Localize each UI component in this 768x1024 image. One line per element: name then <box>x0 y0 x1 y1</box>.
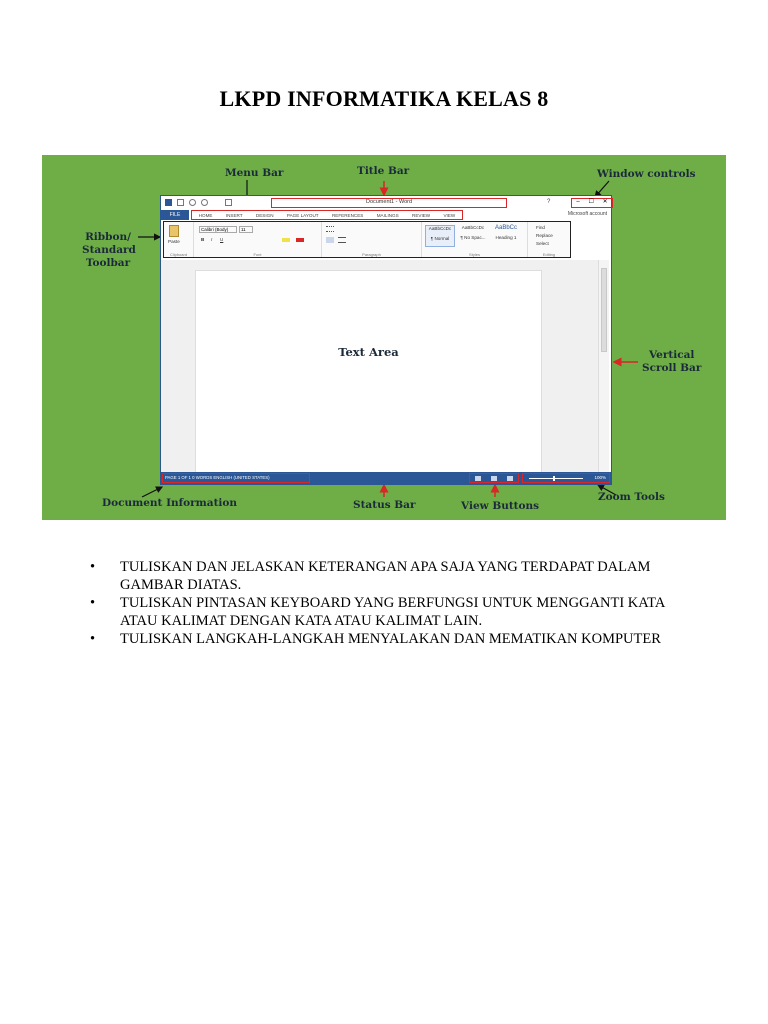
callout-title-bar: Title Bar <box>357 165 410 177</box>
callout-ribbon-line3: Toolbar <box>85 257 131 269</box>
callout-window-controls: Window controls <box>597 168 696 180</box>
zoom-slider[interactable] <box>529 478 583 479</box>
bullet-icon: • <box>90 559 96 575</box>
font-group <box>194 222 322 257</box>
style-heading-1[interactable] <box>491 225 521 247</box>
list-item <box>88 630 688 648</box>
document-information: PAGE 1 OF 1 0 WORDS ENGLISH (UNITED STATES) <box>162 473 310 483</box>
tab-view[interactable]: VIEW <box>443 212 456 218</box>
web-layout-button[interactable] <box>507 476 513 481</box>
window-controls <box>571 198 613 208</box>
close-button[interactable]: ✕ <box>602 199 608 205</box>
callout-ribbon <box>82 231 134 270</box>
tab-insert[interactable]: INSERT <box>225 212 243 218</box>
font-label: Font <box>253 252 262 257</box>
callout-zoom-tools: Zoom Tools <box>598 491 665 503</box>
text-area-label: Text Area <box>338 345 399 359</box>
font-size-select[interactable]: 11 <box>239 226 253 233</box>
document-area <box>161 260 599 473</box>
tab-file[interactable]: FILE <box>161 210 189 220</box>
menu-bar <box>161 210 611 220</box>
paste-label[interactable]: Paste <box>168 239 180 244</box>
clipboard-group <box>164 222 194 257</box>
tab-mailings[interactable]: MAILINGS <box>376 212 399 218</box>
highlight-icon[interactable] <box>282 238 290 242</box>
scrollbar-thumb[interactable] <box>601 268 607 352</box>
style-normal[interactable] <box>425 225 455 247</box>
style-heading-1-name: Heading 1 <box>495 235 517 240</box>
word-window <box>160 195 612 485</box>
list-item <box>88 558 688 594</box>
save-icon[interactable] <box>177 199 184 206</box>
callout-view-buttons: View Buttons <box>461 500 540 512</box>
replace-button[interactable]: Replace <box>536 233 553 238</box>
callout-vscroll-line1: Vertical <box>648 349 695 361</box>
read-mode-button[interactable] <box>475 476 481 481</box>
menu-tabs <box>191 210 463 220</box>
paragraph-label: Paragraph <box>362 252 381 257</box>
instruction-text: TULISKAN PINTASAN KEYBOARD YANG BERFUNGSI UNTUK MENGGANTI KATA ATAU KALIMAT DENGAN KATA ATAU KALIMAT LAIN. <box>120 595 665 629</box>
underline-button[interactable]: U <box>220 237 224 242</box>
undo-icon[interactable] <box>189 199 196 206</box>
list-item <box>88 594 688 630</box>
style-heading-1-sample: AaBbCc <box>494 225 517 231</box>
callout-vertical-scroll <box>642 349 701 375</box>
instruction-list <box>88 558 688 648</box>
zoom-percent[interactable]: 100% <box>594 475 606 480</box>
bold-button[interactable]: B <box>201 237 205 242</box>
word-diagram-figure <box>42 155 726 520</box>
page-title: LKPD INFORMATIKA KELAS 8 <box>219 86 549 111</box>
bullet-icon: • <box>90 595 96 611</box>
quick-access-toolbar <box>161 196 611 210</box>
instruction-text: TULISKAN LANGKAH-LANGKAH MENYALAKAN DAN MEMATIKAN KOMPUTER <box>120 631 661 647</box>
font-color-icon[interactable] <box>296 238 304 242</box>
italic-button[interactable]: I <box>211 237 213 242</box>
view-buttons <box>469 473 519 483</box>
customize-icon[interactable] <box>225 199 232 206</box>
editing-label: Editing <box>542 252 556 257</box>
account-link[interactable]: Microsoft account <box>567 211 607 217</box>
tab-design[interactable]: DESIGN <box>255 212 274 218</box>
find-button[interactable]: Find <box>536 225 545 230</box>
style-no-spacing[interactable] <box>458 225 488 247</box>
callout-vscroll-line2: Scroll Bar <box>642 362 702 374</box>
align-left-icon[interactable] <box>326 237 334 243</box>
clipboard-label: Clipboard <box>169 252 188 257</box>
style-normal-name: ¶ Normal <box>430 236 450 241</box>
status-bar <box>161 472 611 484</box>
callout-ribbon-line1: Ribbon/ <box>85 231 131 243</box>
editing-group <box>528 222 570 257</box>
select-button[interactable]: Select <box>536 241 549 246</box>
help-icon[interactable]: ? <box>547 199 551 205</box>
maximize-button[interactable]: ☐ <box>588 199 594 205</box>
tab-references[interactable]: REFERENCES <box>331 212 364 218</box>
ribbon-toolbar <box>163 221 571 258</box>
redo-icon[interactable] <box>201 199 208 206</box>
minimize-button[interactable]: – <box>576 199 580 205</box>
title-bar: Document1 - Word <box>271 198 507 208</box>
instruction-text: TULISKAN DAN JELASKAN KETERANGAN APA SAJA YANG TERDAPAT DALAM GAMBAR DIATAS. <box>120 559 651 593</box>
align-center-icon[interactable] <box>338 237 346 243</box>
callout-status-bar: Status Bar <box>353 499 416 511</box>
paste-icon[interactable] <box>169 225 179 237</box>
callout-document-information: Document Information <box>102 497 238 509</box>
styles-label: Styles <box>469 252 480 257</box>
tab-page-layout[interactable]: PAGE LAYOUT <box>286 212 319 218</box>
paragraph-group <box>322 222 422 257</box>
style-no-spacing-name: ¶ No Spac... <box>460 235 486 240</box>
tab-review[interactable]: REVIEW <box>412 212 431 218</box>
word-logo-icon <box>165 199 172 206</box>
styles-group <box>422 222 528 257</box>
bullets-icon[interactable] <box>326 226 334 232</box>
callout-ribbon-line2: Standard <box>82 244 136 256</box>
callout-menu-bar: Menu Bar <box>225 167 284 179</box>
zoom-tools <box>522 473 610 483</box>
bullet-icon: • <box>90 631 96 647</box>
text-area[interactable] <box>195 270 542 475</box>
style-no-spacing-sample: AaBbCcDc <box>461 225 485 230</box>
font-name-select[interactable]: Calibri (Body) <box>199 226 237 233</box>
style-normal-sample: AaBbCcDc <box>428 226 452 231</box>
print-layout-button[interactable] <box>491 476 497 481</box>
zoom-slider-knob[interactable] <box>553 476 555 481</box>
vertical-scrollbar[interactable] <box>598 260 609 473</box>
tab-home[interactable]: HOME <box>198 212 213 218</box>
